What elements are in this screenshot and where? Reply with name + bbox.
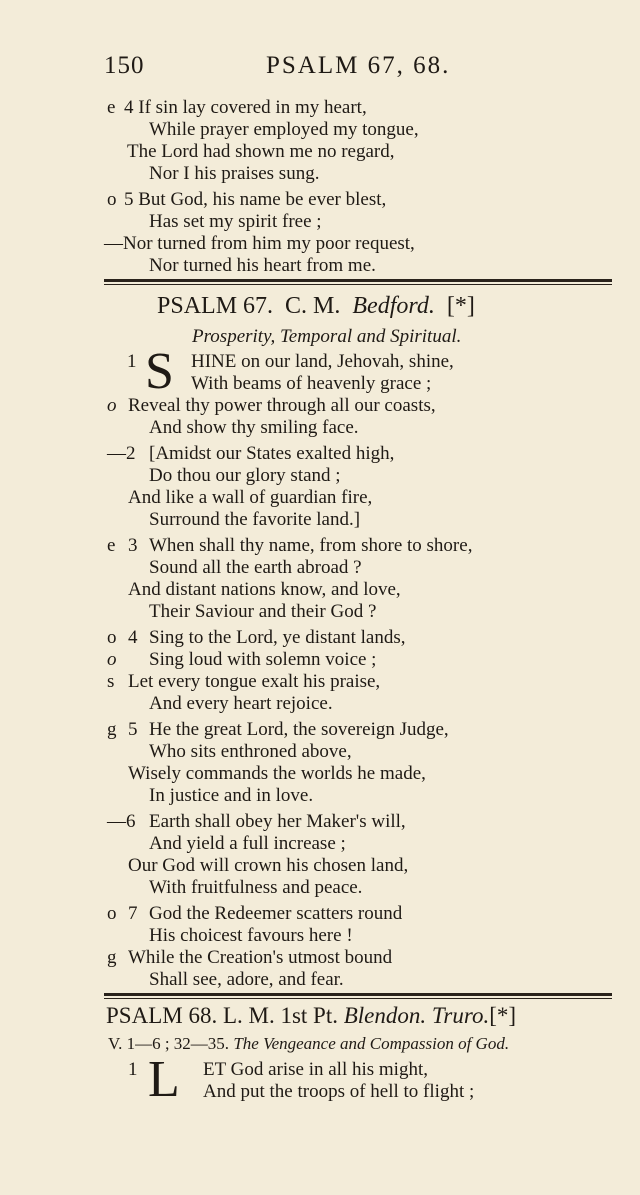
verse-line: Nor I his praises sung. xyxy=(149,163,320,184)
verse-line: And show thy smiling face. xyxy=(149,417,359,438)
drop-cap: S xyxy=(145,343,174,400)
meter: C. M. xyxy=(285,293,341,319)
psalm-title xyxy=(106,1002,516,1030)
verse-line: God the Redeemer scatters round xyxy=(149,903,403,924)
psalm-number: PSALM 67. xyxy=(157,293,274,319)
verse-number: 1 xyxy=(127,351,137,372)
verse-line: His choicest favours here ! xyxy=(149,925,353,946)
verse-number: —2 xyxy=(107,443,136,464)
verse-number: 3 xyxy=(128,535,138,556)
verse-line: While prayer employed my tongue, xyxy=(149,119,419,140)
verse-line: Reveal thy power through all our coasts, xyxy=(128,395,436,416)
verse-line: ET God arise in all his might, xyxy=(203,1059,428,1080)
verse-line: And yield a full increase ; xyxy=(149,833,346,854)
verse-line: 4 If sin lay covered in my heart, xyxy=(124,97,367,118)
stanza-mark: o xyxy=(107,395,117,416)
verse-line: With fruitfulness and peace. xyxy=(149,877,363,898)
psalm-subtitle: Prosperity, Temporal and Spiritual. xyxy=(192,326,462,347)
verse-line: In justice and in love. xyxy=(149,785,314,806)
verse-number: 7 xyxy=(128,903,138,924)
verse-line: Do thou our glory stand ; xyxy=(149,465,341,486)
verse-line: He the great Lord, the sovereign Judge, xyxy=(149,719,449,740)
verse-number: 4 xyxy=(128,627,138,648)
page-number: 150 xyxy=(104,52,145,79)
verse-line: Sing loud with solemn voice ; xyxy=(149,649,377,670)
stanza-mark: o xyxy=(107,903,117,924)
verse-line: —Nor turned from him my poor request, xyxy=(104,233,415,254)
verse-line: The Lord had shown me no regard, xyxy=(127,141,395,162)
verse-line: And every heart rejoice. xyxy=(149,693,333,714)
tune-name: Blendon. Truro. xyxy=(343,1003,490,1028)
drop-cap: L xyxy=(148,1051,180,1108)
stanza-mark: o xyxy=(107,649,117,670)
section-rule xyxy=(104,284,612,285)
verse-line: Earth shall obey her Maker's will, xyxy=(149,811,406,832)
stanza-mark: e xyxy=(107,97,116,118)
meter: L. M. xyxy=(222,1003,275,1028)
verse-line: And like a wall of guardian fire, xyxy=(128,487,373,508)
verse-line: Shall see, adore, and fear. xyxy=(149,969,344,990)
verse-line: Surround the favorite land.] xyxy=(149,509,361,530)
verse-number: 5 xyxy=(128,719,138,740)
verse-line: Sing to the Lord, ye distant lands, xyxy=(149,627,406,648)
section-rule xyxy=(104,279,612,282)
stanza-mark: s xyxy=(107,671,115,692)
verse-line: And put the troops of hell to flight ; xyxy=(203,1081,475,1102)
part-label: 1st Pt. xyxy=(280,1003,338,1028)
psalm-subtitle: The Vengeance and Compassion of God. xyxy=(233,1034,510,1053)
stanza-mark: o xyxy=(107,627,117,648)
verse-line: And distant nations know, and love, xyxy=(128,579,401,600)
verse-line: Who sits enthroned above, xyxy=(149,741,352,762)
stanza-mark: o xyxy=(107,189,117,210)
verse-line: With beams of heavenly grace ; xyxy=(191,373,432,394)
psalm-number: PSALM 68. xyxy=(106,1003,218,1028)
verse-line: Our God will crown his chosen land, xyxy=(128,855,409,876)
section-rule xyxy=(104,993,612,996)
verse-line: Let every tongue exalt his praise, xyxy=(128,671,381,692)
verse-number: —6 xyxy=(107,811,136,832)
verse-line: Sound all the earth abroad ? xyxy=(149,557,362,578)
verse-line: Wisely commands the worlds he made, xyxy=(128,763,426,784)
stanza-mark: g xyxy=(107,719,117,740)
psalm-title xyxy=(157,292,475,320)
verse-line: Has set my spirit free ; xyxy=(149,211,322,232)
verse-line: Their Saviour and their God ? xyxy=(149,601,377,622)
star-mark: [*] xyxy=(489,1003,517,1028)
stanza-mark: g xyxy=(107,947,117,968)
verse-line: HINE on our land, Jehovah, shine, xyxy=(191,351,454,372)
verse-line: When shall thy name, from shore to shore, xyxy=(149,535,473,556)
verse-line: 5 But God, his name be ever blest, xyxy=(124,189,387,210)
section-rule xyxy=(104,998,612,999)
verse-reference: V. 1—6 ; 32—35. xyxy=(108,1034,230,1053)
verse-number: 1 xyxy=(128,1059,138,1080)
verse-line: [Amidst our States exalted high, xyxy=(149,443,395,464)
verse-line: While the Creation's utmost bound xyxy=(128,947,393,968)
verse-line: Nor turned his heart from me. xyxy=(149,255,376,276)
running-title: PSALM 67, 68. xyxy=(266,52,451,79)
star-mark: [*] xyxy=(446,293,475,319)
tune-name: Bedford. xyxy=(352,293,435,319)
stanza-mark: e xyxy=(107,535,116,556)
